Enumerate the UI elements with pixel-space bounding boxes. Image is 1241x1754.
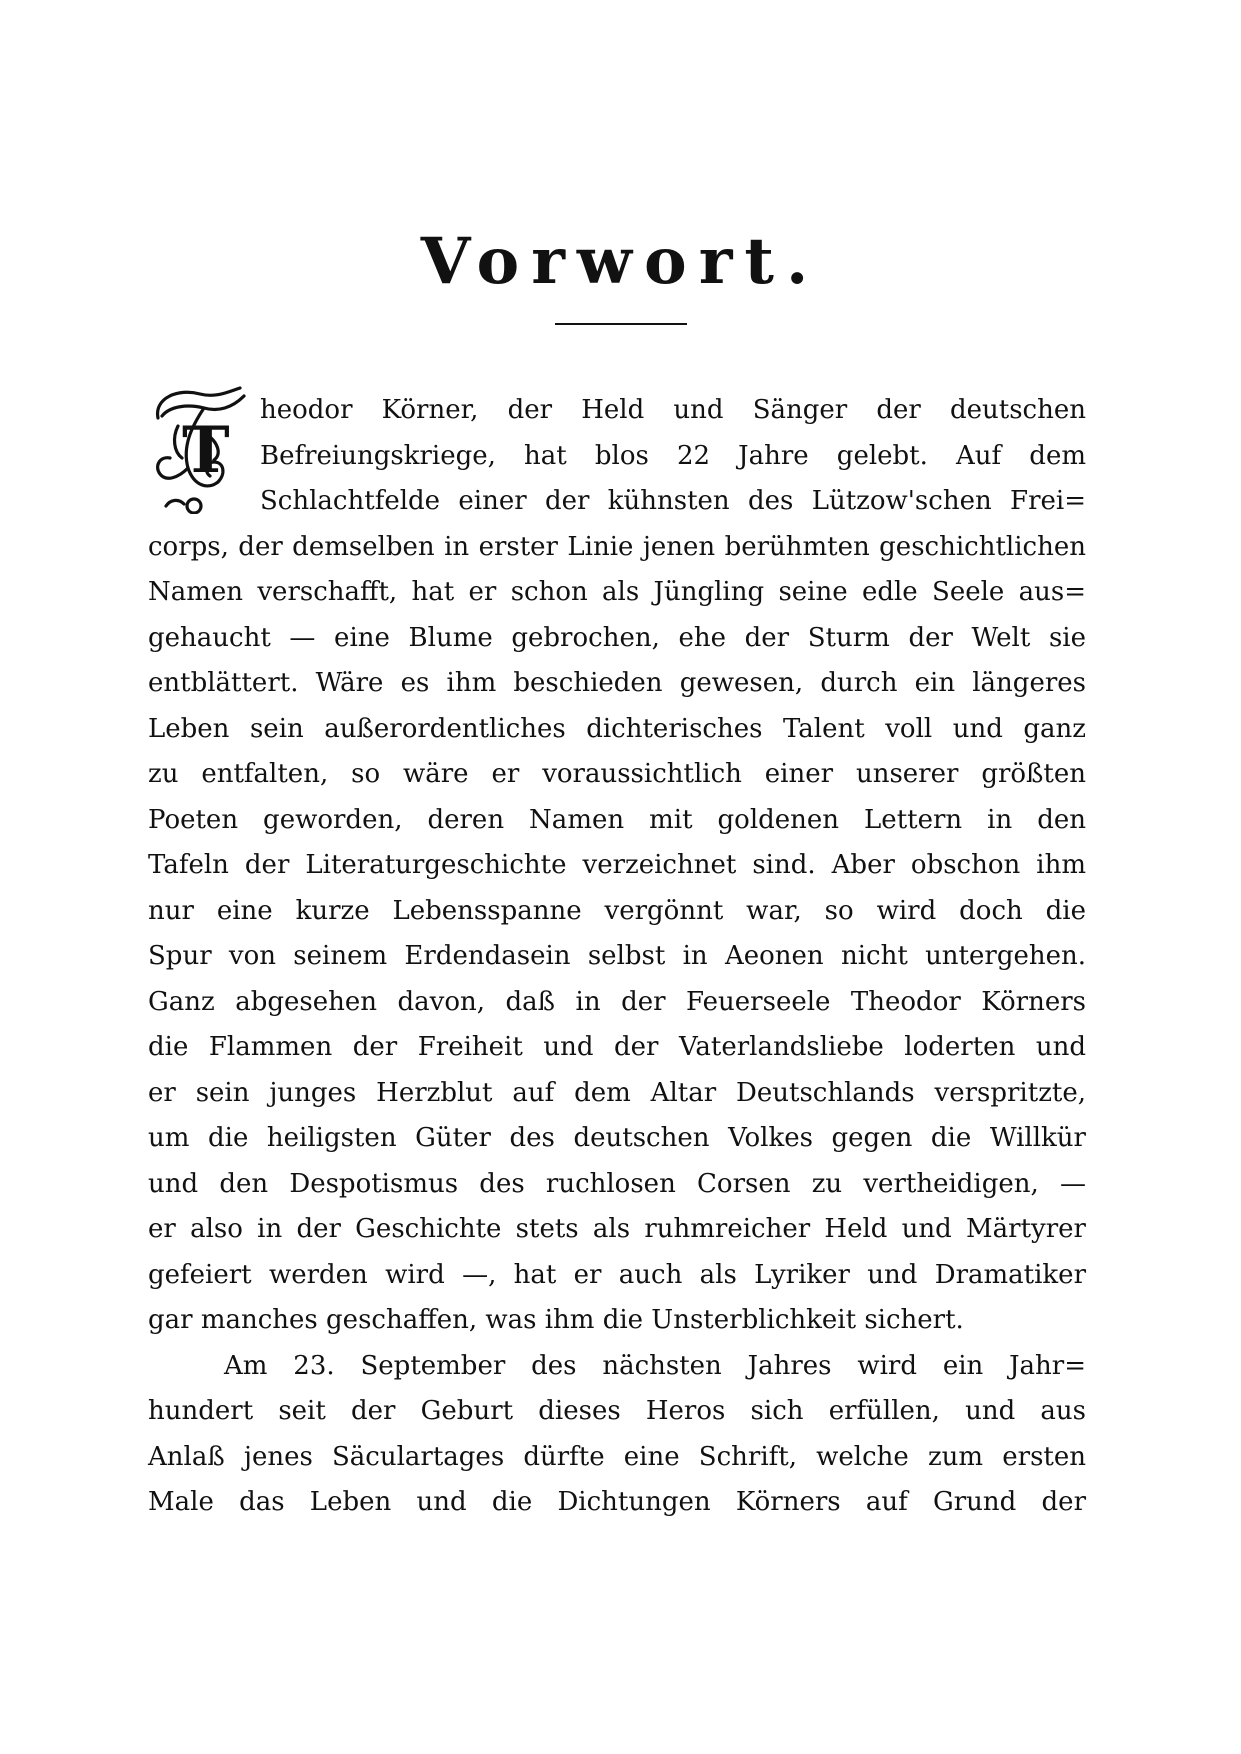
text-line: und den Despotismus des ruchlosen Corsen zu vertheidigen, — bbox=[148, 1168, 1086, 1199]
text-line: er sein junges Herzblut auf dem Altar Deutschlands verspritzte, bbox=[148, 1077, 1086, 1108]
text-line: nur eine kurze Lebensspanne vergönnt war, so wird doch die bbox=[148, 895, 1086, 926]
text-line: Tafeln der Literaturgeschichte verzeichnet sind. Aber obschon ihm bbox=[148, 850, 1086, 880]
text-line: Leben sein außerordentliches dichterisches Talent voll und ganz bbox=[148, 713, 1086, 744]
text-line: Ganz abgesehen davon, daß in der Feuerseele Theodor Körners bbox=[148, 986, 1086, 1017]
text-line: heodor Körner, der Held und Sänger der deutschen bbox=[260, 395, 1086, 425]
text-line: gefeiert werden wird —, hat er auch als Lyriker und Dramatiker bbox=[148, 1259, 1086, 1290]
text-line: Spur von seinem Erdendasein selbst in Aeonen nicht untergehen. bbox=[148, 941, 1086, 971]
text-line: entblättert. Wäre es ihm beschieden gewesen, durch ein längeres bbox=[148, 668, 1086, 698]
body-text bbox=[148, 388, 1086, 1526]
text-line: hundert seit der Geburt dieses Heros sich erfüllen, und aus bbox=[148, 1396, 1086, 1426]
page-title: Vorwort. bbox=[420, 224, 821, 299]
text-line: Male das Leben und die Dichtungen Körners auf Grund der bbox=[148, 1487, 1086, 1517]
text-line: gehaucht — eine Blume gebrochen, ehe der Sturm der Welt sie bbox=[148, 622, 1086, 653]
text-line: er also in der Geschichte stets als ruhmreicher Held und Märtyrer bbox=[148, 1214, 1086, 1244]
text-line: gar manches geschaffen, was ihm die Unsterblichkeit sichert. bbox=[148, 1305, 964, 1335]
text-line: corps, der demselben in erster Linie jenen berühmten geschichtlichen bbox=[148, 531, 1086, 562]
text-line: die Flammen der Freiheit und der Vaterlandsliebe loderten und bbox=[148, 1032, 1086, 1062]
text-line: Poeten geworden, deren Namen mit goldenen Lettern in den bbox=[148, 804, 1086, 835]
ornamental-initial-t bbox=[148, 386, 254, 514]
text-line: Schlachtfelde einer der kühnsten des Lützow'schen Frei= bbox=[260, 486, 1086, 516]
title-divider bbox=[555, 323, 687, 325]
text-line: Anlaß jenes Säculartages dürfte eine Schrift, welche zum ersten bbox=[148, 1441, 1086, 1472]
drop-cap-letter: T bbox=[182, 413, 230, 488]
text-line: Am 23. September des nächsten Jahres wird ein Jahr= bbox=[224, 1350, 1086, 1381]
text-line: um die heiligsten Güter des deutschen Volkes gegen die Willkür bbox=[148, 1123, 1086, 1153]
text-line: Befreiungskriege, hat blos 22 Jahre gelebt. Auf dem bbox=[260, 440, 1086, 471]
text-line: Namen verschafft, hat er schon als Jüngling seine edle Seele aus= bbox=[148, 577, 1086, 607]
text-line: zu entfalten, so wäre er voraussichtlich einer unserer größten bbox=[148, 759, 1086, 789]
